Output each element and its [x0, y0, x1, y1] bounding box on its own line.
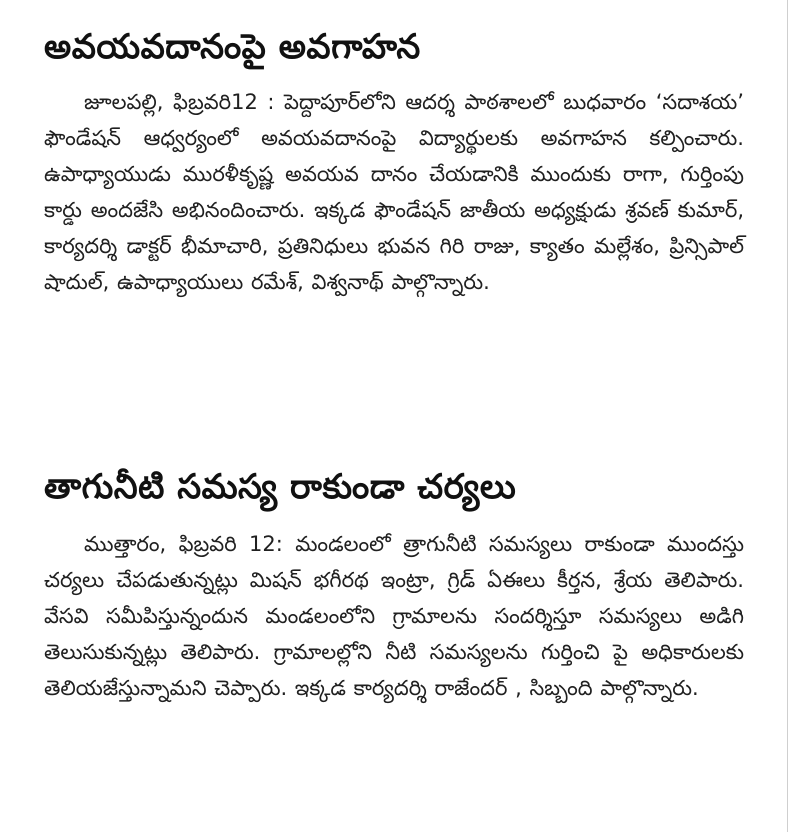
article-body: ముత్తారం, ఫిబ్రవరి 12: మండలంలో త్రాగునీటి సమస్యలు రాకుండా ముందస్తు చర్యలు చేపడుతున్నట్లు మిషన్ భగీరథ ఇంట్రా, గ్రిడ్ ఏఈలు కీర్తన, శ్రేయ తెలిపారు. వేసవి సమీపిస్తున్నందున మండలంలోని గ్రామాలను సందర్శిస్తూ సమస్యలు అడిగి తెలుసుకున్నట్లు తెలిపారు. గ్రామాలల్లోని నీటి సమస్యలను గుర్తించి పై అధికారులకు తెలియజేస్తున్నామని చెప్పారు. ఇక్కడ కార్యదర్శి రాజేందర్ , సిబ్బంది పాల్గొన్నారు. — [44, 532, 744, 700]
article-body: జూలపల్లి, ఫిబ్రవరి12 : పెద్దాపూర్‌లోని ఆదర్శ పాఠశాలలో బుధవారం ‘సదాశయ’ ఫౌండేషన్ ఆధ్వర్యంలో అవయవదానంపై విద్యార్థులకు అవగాహన కల్పించారు. ఉపాధ్యాయుడు మురళీకృష్ణ అవయవ దానం చేయడానికి ముందుకు రాగా, గుర్తింపు కార్డు అందజేసి అభినందించారు. ఇక్కడ ఫౌండేషన్ జాతీయ అధ్యక్షుడు శ్రవణ్ కుమార్, కార్యదర్శి డాక్టర్ భీమాచారి, ప్రతినిధులు భువన గిరి రాజు, క్యాతం మల్లేశం, ప్రిన్సిపాల్ షాదుల్, ఉపాధ్యాయులు రమేశ్, విశ్వనాథ్ పాల్గొన్నారు. — [44, 90, 744, 294]
article-headline: అవయవదానంపై అవగాహన — [44, 27, 421, 67]
article-organ-donation — [44, 22, 744, 300]
column-divider — [787, 0, 788, 832]
article-headline: తాగునీటి సమస్య రాకుండా చర్యలు — [44, 467, 517, 507]
article-drinking-water — [44, 462, 744, 706]
